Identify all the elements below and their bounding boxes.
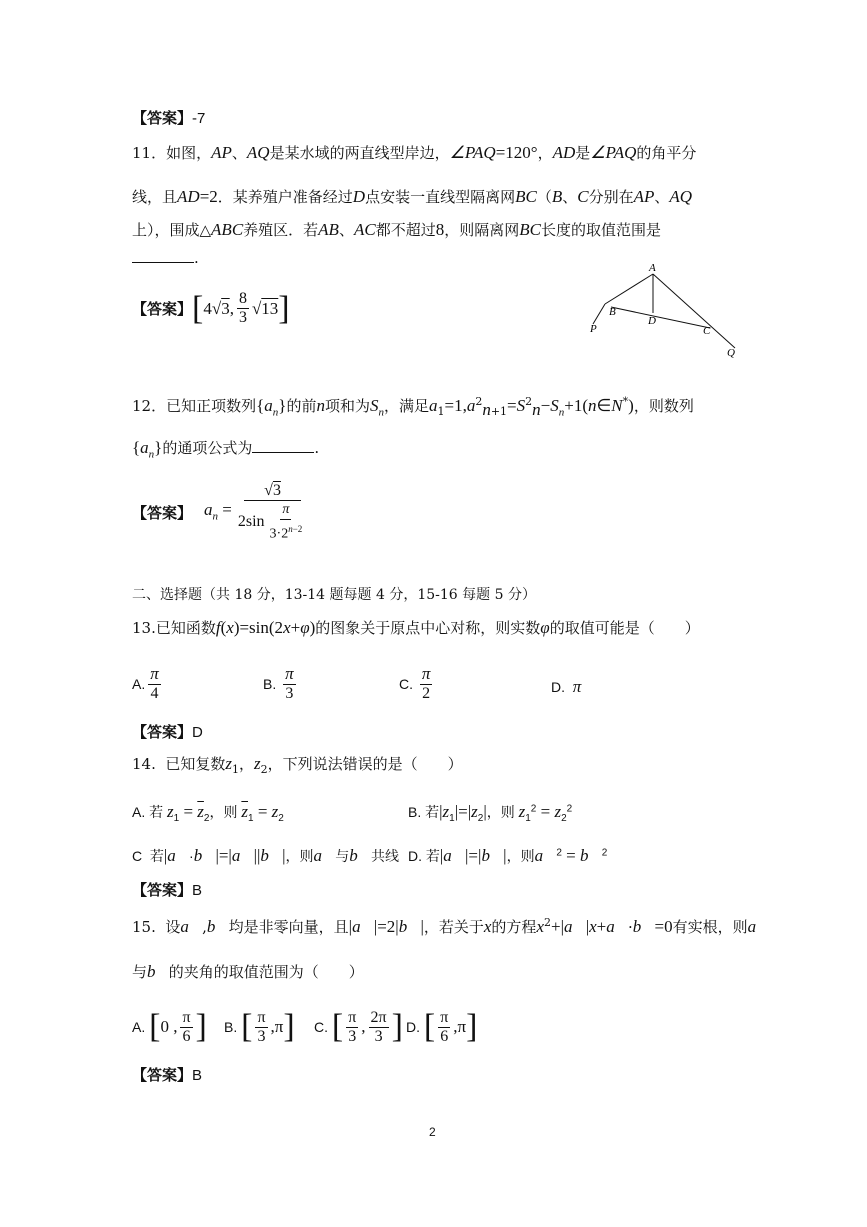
q15-answer: B	[192, 1067, 203, 1084]
q11-line3: 上），围成△ABC养殖区．若AB、AC都不超过8，则隔离网BC长度的取值范围是	[132, 220, 661, 239]
q12-answer-math: √3 2sin $\frac{\pi}{3\cdot 2^{n-2}}$	[237, 482, 303, 542]
q13-option-d: D. π	[551, 677, 582, 696]
q14-option-c: C 若|a⃗·b⃗|=|a⃗||b⃗|，则a⃗与b⃗共线	[132, 846, 399, 865]
answer-tag: 【答案】	[132, 503, 193, 522]
q13-answer: D	[192, 724, 203, 741]
q12-answer-line: 【答案】 $a_n$ = √3 2sin $\frac{\pi}{3\cdot 2^{n-2}}$	[132, 482, 312, 544]
q14-answer: B	[192, 882, 203, 899]
figure-label-q: Q	[727, 347, 735, 359]
q12-line1: 12．已知正项数列$\{a_n\}$的前n项和为$S_n$，满足$a_1=1,a^2_{n+1}=S^2_n-S_n+1(n\in N^*)$，则数列	[132, 395, 694, 419]
q11-line2: 线，且AD=2．某养殖户准备经过D点安装一直线型隔离网BC（B、C分别在AP、AQ	[132, 187, 693, 206]
figure-label-p: P	[590, 323, 597, 335]
figure-label-a: A	[649, 262, 656, 274]
page-number: 2	[429, 1125, 436, 1139]
figure-label-b: B	[609, 306, 616, 318]
answer-tag: 【答案】	[132, 881, 193, 899]
q13-option-c: C. $\frac{\pi}{2}$	[399, 664, 431, 702]
q11-blank: .	[132, 248, 199, 268]
q15-option-b: B. [ $\frac{\pi}{3}$ ,π ]	[224, 1008, 295, 1045]
q11-line1: 11．如图，AP、AQ是某水域的两直线型岸边，∠PAQ=120°，AD是∠PAQ的角平分	[132, 143, 697, 162]
q14-option-b: B. 若$|z_1|=|z_2|$，则 $z_1^2 = z_2^2$	[408, 802, 573, 824]
q13-option-b: B. $\frac{\pi}{3}$	[263, 664, 294, 702]
q15-option-c: C. [ $\frac{\pi}{3}$ , $\frac{2\pi}{3}$ ]	[314, 1008, 403, 1045]
figure-label-d: D	[648, 315, 656, 327]
answer-tag: 【答案】	[132, 723, 193, 741]
q14-answer-line	[132, 880, 202, 901]
q10-answer-line	[132, 108, 205, 129]
q15-line1: 15. 设a⃗,b⃗均是非零向量，且|a⃗|=2|b⃗|，若关于x的方程$x^2+|a⃗|x+a⃗\cdot b⃗=0$有实根，则a⃗	[132, 916, 770, 936]
answer-tag: 【答案】	[132, 109, 193, 127]
q13-option-a: A. $\frac{\pi}{4}$	[132, 664, 159, 702]
q11-answer-math: [ 4√3, $\frac{8}{3}$ √13 ]	[192, 289, 290, 327]
q14-stem: 14. 已知复数$z_1$，$z_2$，下列说法错误的是（ ）	[132, 754, 463, 776]
q14-option-a: A. 若 $z_1 = \overline{z}_2$，则 $\overline{z}_1 = z_2$	[132, 802, 284, 824]
q13-stem: 13.已知函数f(x)=sin(2x+φ)的图象关于原点中心对称，则实数φ的取值可能是（ ）	[132, 618, 700, 637]
q11-answer-line	[132, 290, 290, 327]
q13-answer-line	[132, 722, 203, 743]
q15-answer-line	[132, 1065, 202, 1086]
q14-option-d: D. 若|a⃗|=|b⃗|，则a⃗$^2$ = b⃗$^2$	[408, 846, 608, 865]
q15-option-a: A. [ 0 , $\frac{\pi}{6}$ ]	[132, 1008, 207, 1045]
q12-line2: $\{a_n\}$的通项公式为 .	[132, 438, 320, 461]
answer-tag: 【答案】	[132, 299, 193, 318]
q15-option-d: D. [ $\frac{\pi}{6}$ ,π ]	[406, 1008, 478, 1045]
q15-line2: 与b⃗的夹角的取值范围为（ ）	[132, 962, 364, 981]
section-2-heading: 二、选择题（共 18 分，13-14 题每题 4 分，15-16 每题 5 分）	[132, 587, 536, 603]
q10-answer: -7	[192, 110, 206, 127]
answer-tag: 【答案】	[132, 1066, 193, 1084]
figure-label-c: C	[703, 325, 711, 337]
q11-figure	[585, 260, 745, 360]
